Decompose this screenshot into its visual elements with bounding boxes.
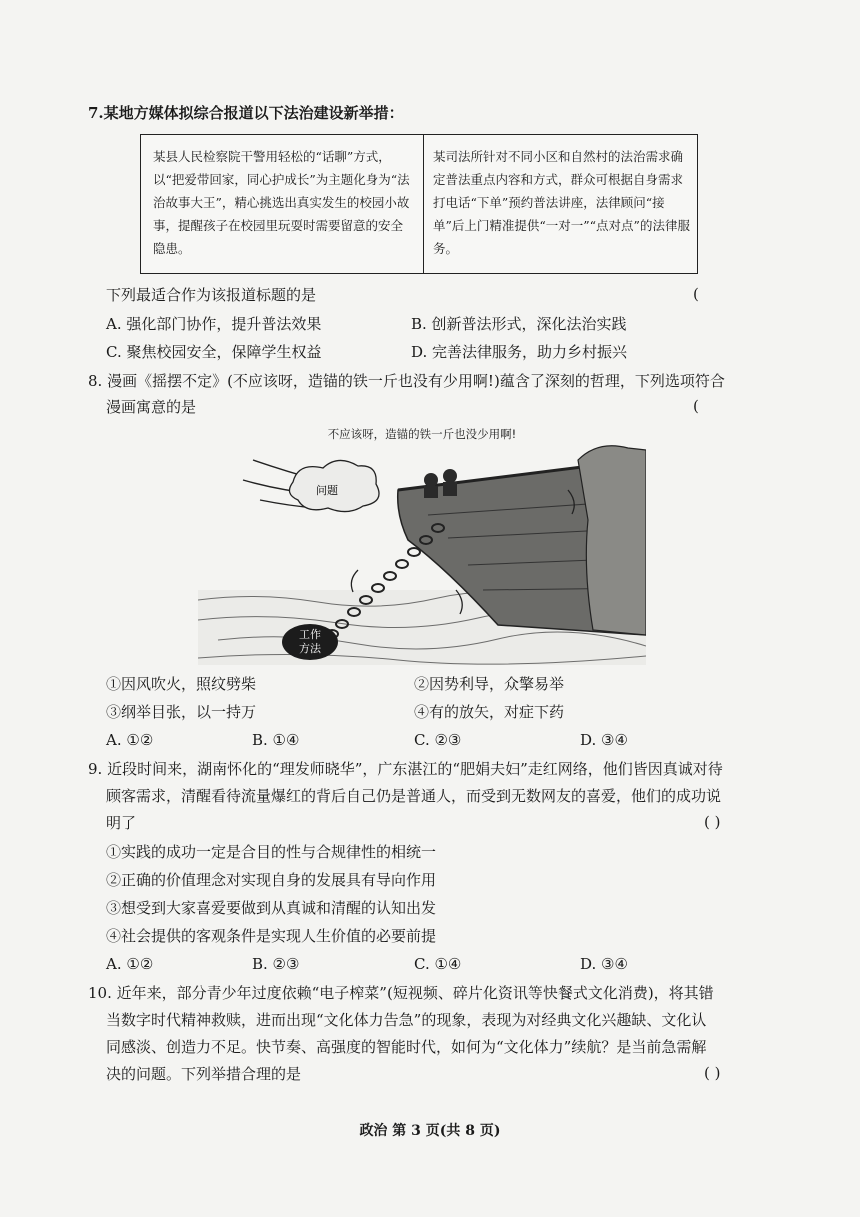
q9-stem-line1: 9. 近段时间来，湖南怀化的“理发师晓华”，广东湛江的“肥娟夫妇”走红网络，他们皆因真诚对待 [88,760,723,778]
cartoon-illustration [198,420,646,665]
q8-stem-line1: 8. 漫画《摇摆不定》(不应该呀，造锚的铁一斤也没有少用啊!)蕴含了深刻的哲理，下列选项符合 [88,372,725,390]
q8-statement-4: ④有的放矢，对症下药 [414,703,565,721]
q9-statement-3: ③想受到大家喜爱要做到从真诚和清醒的认知出发 [106,899,437,917]
q8-choice-b: B. ①④ [252,731,300,749]
q7-option-b: B. 创新普法形式，深化法治实践 [411,315,627,333]
anchor-label-line1: 工作 [299,628,321,641]
q9-statement-4: ④社会提供的客观条件是实现人生价值的必要前提 [106,927,437,945]
q7-stem: 7.某地方媒体拟综合报道以下法治建设新举措： [88,104,404,122]
q9-statement-2: ②正确的价值理念对实现自身的发展具有导向作用 [106,871,437,889]
q7-box-left-text: 某县人民检察院干警用轻松的“话聊”方式，以“把爱带回家，同心护成长”为主题化身为“法治故事大王”，精心挑选出真实发生的校园小故事，提醒孩子在校园里玩耍时需要留意的安全隐患。 [153,149,410,256]
q10-answer-paren: ( ) [704,1064,721,1082]
q7-answer-paren: ( [693,285,699,303]
q10-stem-line3: 同感淡、创造力不足。快节奏、高强度的智能时代，如何为“文化体力”续航？是当前急需解 [106,1038,707,1056]
q7-option-c: C. 聚焦校园安全，保障学生权益 [106,343,322,361]
q8-stem-line2: 漫画寓意的是 [106,398,197,416]
q9-stem-line3: 明了 [106,814,137,832]
q9-choice-a: A. ①② [106,955,154,973]
q10-stem-line1: 10. 近年来，部分青少年过度依赖“电子榨菜”(短视频、碎片化资讯等快餐式文化消费)，将其错 [88,984,714,1002]
q7-info-box [140,134,698,274]
q8-statement-2: ②因势利导，众擎易举 [414,675,565,693]
q7-option-d: D. 完善法律服务，助力乡村振兴 [411,343,628,361]
q8-statement-3: ③纲举目张，以一持万 [106,703,257,721]
q9-choice-c: C. ①④ [414,955,462,973]
anchor-label-line2: 方法 [299,642,321,655]
q10-stem-line4: 决的问题。下列举措合理的是 [106,1065,302,1083]
q8-statement-1: ①因风吹火，照纹劈柴 [106,675,257,693]
q8-choice-a: A. ①② [106,731,154,749]
page-footer: 政治 第 3 页(共 8 页) [359,1123,501,1139]
q9-statement-1: ①实践的成功一定是合目的性与合规律性的相统一 [106,843,437,861]
cartoon-caption: 不应该呀，造锚的铁一斤也没少用啊! [327,427,517,441]
q9-stem-line2: 顾客需求，清醒看待流量爆红的背后自己仍是普通人，而受到无数网友的喜爱，他们的成功说 [106,787,722,805]
q7-option-a: A. 强化部门协作，提升普法效果 [106,315,322,333]
q9-answer-paren: ( ) [704,813,721,831]
q8-answer-paren: ( [693,397,699,415]
cloud-label: 问题 [316,484,338,497]
q8-choice-c: C. ②③ [414,731,462,749]
q9-choice-d: D. ③④ [580,955,628,973]
q8-choice-d: D. ③④ [580,731,628,749]
q9-choice-b: B. ②③ [252,955,300,973]
q7-box-divider [423,135,424,273]
q7-box-right-text: 某司法所针对不同小区和自然村的法治需求确定普法重点内容和方式，群众可根据自身需求打电话“下单”预约普法讲座，法律顾问“接单”后上门精准提供“一对一”“点对点”的法律服务。 [433,149,690,256]
q7-question: 下列最适合作为该报道标题的是 [106,286,317,304]
q10-stem-line2: 当数字时代精神救赎，进而出现“文化体力告急”的现象，表现为对经典文化兴趣缺、文化认 [106,1011,707,1029]
